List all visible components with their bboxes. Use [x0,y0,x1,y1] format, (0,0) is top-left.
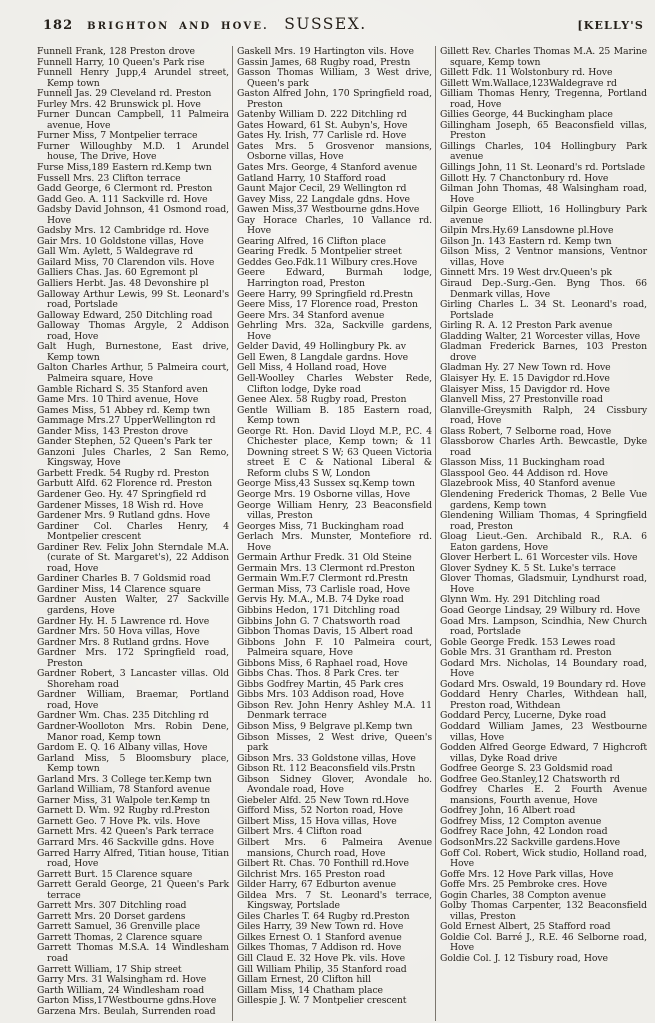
directory-entry: Gates Howard, 61 St. Aubyn's, Hove [237,119,408,131]
directory-entry: Gell Miss, 4 Holland road, Hove [237,362,387,374]
directory-entry: Glasspool Geo. 44 Addison rd. Hove [440,467,608,479]
directory-entry: Garth William, 24 Windlesham road [37,984,205,996]
directory-entry: Genee Alex. 58 Rugby road, Preston [237,394,407,406]
directory-entry: GodsonMrs.22 Sackville gardens.Hove [440,837,621,849]
directory-entry: Gladding Walter, 21 Worcester villas, Hove [440,330,641,342]
directory-entry: Godfrey Charles E. 2 Fourth Avenue mansions, Fourth avenue, Hove [440,784,647,806]
directory-entry: Gardom E. Q. 16 Albany villas, Hove [37,742,208,754]
directory-entry: Furse Miss,189 Eastern rd.Kemp twn [37,162,212,174]
directory-entry: Garrett Thomas, 2 Clarence square [37,931,203,943]
directory-entry: Gardener Geo. Hy. 47 Springfield rd [37,488,207,500]
directory-entry: Gilson Miss, 2 Ventnor mansions, Ventnor villas, Hove [440,246,647,268]
directory-entry: Garrett William, 17 Ship street [37,963,182,975]
directory-entry: Gloag Lieut.-Gen. Archibald R., R.A. 6 Eaton gardens, Hove [440,531,647,553]
directory-entry: Glanvell Miss, 27 Prestonville road [440,394,603,406]
directory-entry: Garred Harry Alfred, Titian house, Titian road, Hove [37,847,229,870]
directory-entry: Gates Hy. Irish, 77 Carlisle rd. Hove [237,130,407,142]
directory-entry: Gardner Mrs. 50 Hova villas, Hove [37,626,200,638]
directory-entry: Glendening William Thomas, 4 Springfield road, Preston [440,510,647,532]
directory-entry: Galloway Edward, 250 Ditchling road [37,309,213,321]
directory-entry: Gell Ewen, 8 Langdale gardns. Hove [237,351,409,363]
directory-column-1 [33,46,232,1021]
directory-entry: Gilbert Rt. Chas. 70 Fonthill rd.Hove [237,858,409,870]
directory-entry: Gaston Alfred John, 170 Springfield road, Preston [237,88,432,110]
directory-entry: Fussell Mrs. 23 Clifton terrace [37,172,181,184]
directory-entry: Gilbert Mrs. 6 Palmeira Avenue mansions, Church road, Hove [237,837,432,859]
directory-entry: Garrard Mrs. 46 Sackville gdns. Hove [37,837,214,849]
directory-entry: Gilson Jn. 143 Eastern rd. Kemp twn [440,235,612,247]
directory-entry: Goddard William James, 23 Westbourne villas, Hove [440,721,647,743]
directory-entry: Giebeler Alfd. 25 New Town rd.Hove [237,794,409,806]
directory-entry: Gadsby David Johnson, 41 Osmond road, Hove [37,204,229,226]
directory-column-2 [232,46,435,1021]
directory-entry: Furner Duncan Campbell, 11 Palmeira avenue, Hove [37,109,229,131]
directory-entry: Gilkes Ernest O. 1 Stanford avenue [237,931,402,943]
directory-entry: Girling R. A. 12 Preston Park avenue [440,320,613,332]
directory-entry: Gay Horace Charles, 10 Vallance rd. Hove [237,214,432,237]
directory-entry: Glazebrook Miss, 40 Stanford avenue [440,478,616,490]
directory-entry: Glynn Wm. Hy. 291 Ditchling road [440,594,601,606]
header-left [43,14,302,33]
directory-entry: Gibson Rev. John Henry Ashley M.A. 11 Denmark terrace [237,699,432,722]
directory-entry: Gardner Mrs. 172 Springfield road, Preston [37,647,229,669]
directory-entry: Gell-Woolley Charles Webster Rede, Clifton lodge, Dyke road [237,372,432,395]
directory-entry: Gifford Miss, 52 Norton road, Hove [237,805,403,817]
directory-entry: Gadd George, 6 Clermont rd. Preston [37,183,213,195]
directory-entry: Gillett Wm.Wallace,123Waldegrave rd [440,77,617,89]
directory-columns [33,46,650,1021]
directory-entry: Gardener Misses, 18 Wish rd. Hove [37,499,204,511]
directory-entry: Gaunt Major Cecil, 29 Wellington rd [237,183,407,195]
directory-entry: Gillett Fdk. 11 Wolstonbury rd. Hove [440,67,613,79]
directory-entry: Gilpin Mrs.Hy.69 Lansdowne pl.Hove [440,225,614,237]
directory-entry: Glover Herbert L. 61 Worcester vils. Hove [440,552,638,564]
directory-column-3 [435,46,650,1021]
directory-entry: Galliers Herbt. Jas. 48 Devonshire pl [37,278,209,290]
directory-entry: Garrett Mrs. 20 Dorset gardens [37,910,186,922]
directory-entry: Gerlach Mrs. Munster, Montefiore rd. Hove [237,531,432,553]
directory-entry: Giles Harry, 39 New Town rd. Hove [237,921,404,933]
directory-entry: Gill William Philip, 35 Stanford road [237,963,407,975]
directory-entry: Golby Thomas Carpenter, 132 Beaconsfield villas, Preston [440,900,647,922]
directory-entry: Glasson Miss, 11 Buckingham road [440,457,605,469]
directory-entry: Godfree Geo.Stanley,12 Chatsworth rd [440,773,620,785]
directory-entry: George Miss,43 Sussex sq.Kemp town [237,478,415,490]
directory-entry: Gassin James, 68 Rugby road, Prestn [237,56,411,68]
directory-entry: Furner Willoughby M.D. 1 Arundel house, The Drive, Hove [37,140,229,163]
directory-entry: Geere Miss, 17 Florence road, Preston [237,299,418,311]
directory-entry: Gibbons John F. 10 Palmeira court, Palmeira square, Hove [237,636,432,659]
directory-entry: Gillett Rev. Charles Thomas M.A. 25 Marine square, Kemp town [440,46,647,68]
directory-entry: Ginnett Mrs. 19 West drv.Queen's pk [440,267,612,279]
directory-entry: Gervis Hy. M.A., M.B. 74 Dyke road [237,594,404,606]
directory-entry: Gibson Rt. 112 Beaconsfield vils.Prstn [237,763,416,775]
directory-entry: Godden Alfred George Edward, 7 Highcroft villas, Dyke Road drive [440,742,647,764]
directory-entry: Goldie Col. Barré J., R.E. 46 Selborne road, Hove [440,931,647,954]
directory-entry: Garland William, 78 Stanford avenue [37,784,211,796]
directory-entry: Galliers Chas. Jas. 60 Egremont pl [37,267,198,279]
page-header [33,14,650,38]
directory-entry: Gelder David, 49 Hollingbury Pk. av [237,341,406,353]
directory-entry: Garzena Mrs. Beulah, Surrenden road [37,1005,216,1017]
directory-entry: Gillam Miss, 14 Chatham place [237,984,383,996]
directory-entry: Garnett Geo. 7 Hove Pk. vils. Hove [37,815,201,827]
directory-entry: Giles Charles T. 64 Rugby rd.Preston [237,910,410,922]
directory-entry: Furley Mrs. 42 Brunswick pl. Hove [37,98,201,110]
directory-entry: Germain Mrs. 13 Clermont rd.Preston [237,562,415,574]
directory-entry: Godfrey Miss, 12 Compton avenue [440,815,602,827]
directory-entry: Galloway Thomas Argyle, 2 Addison road, Hove [37,320,229,342]
directory-entry: Geere Edward, Burmah lodge, Harrington road, Preston [237,267,432,290]
county-title: SUSSEX. [284,15,367,33]
directory-entry: Gates Mrs. George, 4 Stanford avenue [237,162,417,174]
directory-entry: Gibbons Miss, 6 Raphael road, Hove [237,657,408,669]
directory-entry: Gibson Miss, 9 Belgrave pl.Kemp twn [237,721,413,732]
directory-entry: Gehrling Mrs. 32a, Sackville gardens, Hove [237,320,432,342]
directory-entry: Funnell Harry, 10 Queen's Park rise [37,56,205,68]
directory-entry: Garner Miss, 31 Walpole ter.Kemp tn [37,794,211,806]
directory-entry: Gillott Hy. 7 Chanctonbury rd. Hove [440,172,609,184]
directory-entry: Gildea Mrs. 7 St. Leonard's terrace, Kingsway, Portslade [237,889,432,912]
directory-entry: Gold Ernest Albert, 25 Stafford road [440,921,611,933]
directory-entry: Glassborow Charles Arth. Bewcastle, Dyke road [440,436,647,458]
directory-entry: Gavey Miss, 22 Langdale gdns. Hove [237,193,410,205]
directory-entry: Goffe Mrs. 12 Hove Park villas, Hove [440,868,614,880]
directory-entry: Godfrey John, 16 Albert road [440,805,576,817]
directory-entry: Gillespie J. W. 7 Montpelier crescent [237,995,407,1007]
directory-entry: Goldie Col. J. 12 Tisbury road, Hove [440,953,608,965]
directory-entry: Garland Miss, 5 Bloomsbury place, Kemp town [37,752,229,775]
directory-entry: Garland Mrs. 3 College ter.Kemp twn [37,773,212,785]
directory-entry: Garbutt Alfd. 62 Florence rd. Preston [37,478,213,490]
directory-entry: Godfrey Race John, 42 London road [440,826,608,838]
directory-entry: Gill Claud E. 32 Hove Pk. vils. Hove [237,953,406,965]
directory-entry: Gaskell Mrs. 19 Hartington vils. Hove [237,46,414,57]
directory-entry: Gibbon Thomas Davis, 15 Albert road [237,626,413,638]
directory-entry: Gilliam Thomas Henry, Tregenna, Portland road, Hove [440,88,647,110]
directory-entry: Garrett Thomas M.S.A. 14 Windlesham road [37,942,229,965]
directory-entry: Gair Mrs. 10 Goldstone villas, Hove [37,235,204,247]
directory-entry: Gammage Mrs.27 UpperWellington rd [37,415,216,427]
directory-entry: Gearing Fredk. 5 Montpelier street [237,246,402,258]
directory-entry: Gilkes Thomas, 7 Addison rd. Hove [237,942,402,954]
directory-entry: Gander Stephen, 52 Queen's Park ter [37,436,213,448]
directory-entry: Geere Mrs. 34 Stanford avenue [237,309,385,321]
directory-entry: Gentle William B. 185 Eastern road, Kemp town [237,404,432,427]
directory-entry: Glover Thomas, Gladsmuir, Lyndhurst road, Hove [440,573,647,595]
directory-entry: Goffe Mrs. 25 Pembroke cres. Hove [440,879,608,891]
directory-entry: Gillingham Joseph, 65 Beaconsfield villas, Preston [440,119,647,142]
directory-entry: Glaisyer Miss, 15 Davigdor rd. Hove [440,383,610,395]
directory-entry: Garnett Mrs. 42 Queen's Park terrace [37,826,214,838]
directory-entry: Gadsby Mrs. 12 Cambridge rd. Hove [37,225,209,237]
directory-entry: Gamble Richard S. 35 Stanford aven [37,383,208,395]
directory-entry: Gates Mrs. 5 Grosvenor mansions, Osborne villas, Hove [237,140,432,163]
directory-entry: Garbett Fredk. 54 Rugby rd. Preston [37,467,210,479]
directory-entry: Funnell Henry Jupp,4 Arundel street, Kemp town [37,67,229,89]
directory-entry: Garrett Samuel, 36 Grenville place [37,921,201,933]
directory-entry: Godard Mrs. Oswald, 19 Boundary rd. Hove [440,678,646,690]
directory-entry: Gladman Hy. 27 New Town rd. Hove [440,362,611,374]
directory-entry: Gardiner Miss, 14 Clarence square [37,583,201,595]
directory-entry: Gearing Alfred, 16 Clifton place [237,235,386,247]
directory-entry: Garnett D. Wm. 92 Rugby rd.Preston [37,805,210,817]
directory-entry: Gibson Misses, 2 West drive, Queen's park [237,731,432,754]
directory-entry: Gilbert Mrs. 4 Clifton road [237,826,362,838]
directory-entry: Garrett Burt. 15 Clarence square [37,868,193,880]
directory-entry: Garrett Gerald George, 21 Queen's Park terrace [37,879,229,901]
directory-entry: Gardner Robert, 3 Lancaster villas. Old Shoreham road [37,668,229,690]
directory-entry: Gilbert Miss, 15 Hova villas, Hove [237,815,397,827]
directory-entry: Gibbs Godfrey Martin, 45 Park cres [237,678,404,690]
directory-entry: German Miss, 73 Carlisle road, Hove [237,583,411,595]
directory-entry: Gardner Hy. H. 5 Lawrence rd. Hove [37,615,210,627]
directory-entry: Gasson Thomas William, 3 West drive, Queen's park [237,67,432,89]
directory-entry: Garrett Mrs. 307 Ditchling road [37,900,187,912]
directory-entry: Gillings Charles, 104 Hollingbury Park avenue [440,140,647,163]
directory-entry: Gatenby William D. 222 Ditchling rd [237,109,407,121]
directory-entry: Girling Charles L. 34 St. Leonard's road, Portslade [440,299,647,321]
directory-entry: Giraud Dep.-Surg.-Gen. Byng Thos. 66 Denmark villas, Hove [440,278,647,300]
directory-entry: Galton Charles Arthur, 5 Palmeira court, Palmeira square, Hove [37,362,229,384]
directory-entry: Furner Miss, 7 Montpelier terrace [37,130,198,142]
directory-entry: Gibson Mrs. 33 Goldstone villas, Hove [237,752,416,764]
directory-entry: Gillies George, 44 Buckingham place [440,109,613,121]
directory-entry: Gatland Harry, 10 Stafford road [237,172,386,184]
directory-entry: Glover Sydney K. 5 St. Luke's terrace [440,562,616,574]
directory-entry: Gilchrist Mrs. 165 Preston road [237,868,386,880]
directory-entry: George Mrs. 19 Osborne villas, Hove [237,488,410,500]
directory-entry: Gardner-Woolloton Mrs. Robin Dene, Manor road, Kemp town [37,721,229,743]
running-title: BRIGHTON AND HOVE. [87,21,269,32]
directory-entry: Gogin Charles, 38 Compton avenue [440,889,606,901]
directory-entry: Goble George Fredk. 153 Lewes road [440,636,616,648]
directory-entry: Gibbs Chas. Thos. 8 Park Cres. ter [237,668,399,680]
directory-entry: Glaisyer Hy. E. 15 Davigdor rd.Hove [440,372,610,384]
directory-entry: Gardiner Col. Charles Henry, 4 Montpelier crescent [37,520,229,543]
directory-entry: Gardener Mrs. 9 Rutland gdns. Hove [37,510,211,522]
directory-entry: Goble Mrs. 31 Grantham rd. Preston [440,647,612,659]
directory-entry: Goff Col. Robert, Wick studio, Holland road, Hove [440,847,647,870]
directory-entry: Gardner Mrs. 8 Rutland grdns. Hove [37,636,209,648]
directory-entry: Funnell Frank, 128 Preston drove [37,46,195,57]
directory-entry: Godfree George S. 23 Goldsmid road [440,763,613,775]
directory-entry: Gardner Wm. Chas. 235 Ditchling rd [37,710,209,722]
directory-entry: Goad Mrs. Lampson, Scindhia, New Church road, Portslade [440,615,647,638]
directory-entry: Goddard Percy, Lucerne, Dyke road [440,710,607,722]
directory-entry: Geere Harry, 99 Springfield rd.Prestn [237,288,414,300]
directory-entry: Glanville-Greysmith Ralph, 24 Cissbury road, Hove [440,404,647,427]
directory-entry: Galloway Arthur Lewis, 99 St. Leonard's road, Portslade [37,288,229,311]
directory-entry: Goddard Henry Charles, Withdean hall, Preston road, Withdean [440,689,647,711]
directory-entry: Glass Robert, 7 Selborne road, Hove [440,425,612,437]
directory-entry: Gawen Miss,37 Westbourne gdns.Hove [237,204,420,216]
directory-entry: Game Mrs. 10 Third avenue, Hove [37,394,199,406]
directory-entry: Ganzoni Jules Charles, 2 San Remo, Kingsway, Hove [37,446,229,469]
directory-entry: Gander Miss, 143 Preston drove [37,425,189,437]
directory-entry: Gladman Frederick Barnes, 103 Preston drove [440,341,647,363]
directory-entry: Gibbs Mrs. 103 Addison road, Hove [237,689,404,701]
directory-entry: Gillam Ernest, 20 Clifton hill [237,974,371,986]
directory-entry: Gardiner Charles B. 7 Goldsmid road [37,573,211,585]
directory-entry: Gadd Geo. A. 111 Sackville rd. Hove [37,193,208,205]
directory-entry: Funnell Jas. 29 Cleveland rd. Preston [37,88,212,100]
directory-entry: Gardner Austen Walter, 27 Sackville gardens, Hove [37,594,229,616]
directory-entry: Goad George Lindsay, 29 Wilbury rd. Hove [440,604,641,616]
directory-entry: Gilpin George Elliott, 16 Hollingbury Park avenue [440,204,647,226]
directory-entry: George Rt. Hon. David Lloyd M.P., P.C. 4 Chichester place, Kemp town; & 11 Downing street S W; 63 Queen Victoria street E C & National Liberal & Reform clubs S W, London [237,425,432,479]
directory-entry: Glendening Frederick Thomas, 2 Belle Vue gardens, Kemp town [440,488,647,511]
directory-entry: Geddes Geo.Fdk.11 Wilbury cres.Hove [237,256,418,268]
directory-entry: Godard Mrs. Nicholas, 14 Boundary road, Hove [440,657,647,680]
directory-entry: Gibbins Hedon, 171 Ditchling road [237,604,400,616]
directory-entry: Gibbins John G. 7 Chatsworth road [237,615,401,627]
directory-entry: Gilman John Thomas, 48 Walsingham road, Hove [440,183,647,205]
directory-entry: Gall Wm. Aylett, 5 Waldegrave rd [37,246,194,258]
publisher-label: [KELLY'S [577,19,644,32]
directory-entry: Gilder Harry, 67 Edburton avenue [237,879,397,891]
directory-entry: Germain Arthur Fredk. 31 Old Steine [237,552,412,564]
directory-entry: Germain Wm.F.7 Clermont rd.Prestn [237,573,408,585]
directory-entry: Georges Miss, 71 Buckingham road [237,520,404,532]
directory-entry: Gibson Sidney Glover, Avondale ho. Avondale road, Hove [237,773,432,796]
directory-entry: Gillings John, 11 St. Leonard's rd. Portslade [440,162,646,174]
directory-entry: Galt Hugh, Burnestone, East drive, Kemp town [37,341,229,363]
directory-entry: Gailard Miss, 70 Clarendon vils. Hove [37,256,215,268]
directory-entry: Gardner William, Braemar, Portland road, Hove [37,689,229,711]
directory-entry: Garton Miss,17Westbourne gdns.Hove [37,995,217,1007]
page-number: 182 [43,18,74,33]
directory-entry: Garry Mrs. 31 Walsingham rd. Hove [37,974,207,986]
directory-entry: Games Miss, 51 Abbey rd. Kemp twn [37,404,211,416]
directory-entry: George William Henry, 23 Beaconsfield villas, Preston [237,499,432,522]
directory-entry: Gardiner Rev. Felix John Sterndale M.A. (curate of St. Margaret's), 22 Addison road, Hove [37,541,229,574]
